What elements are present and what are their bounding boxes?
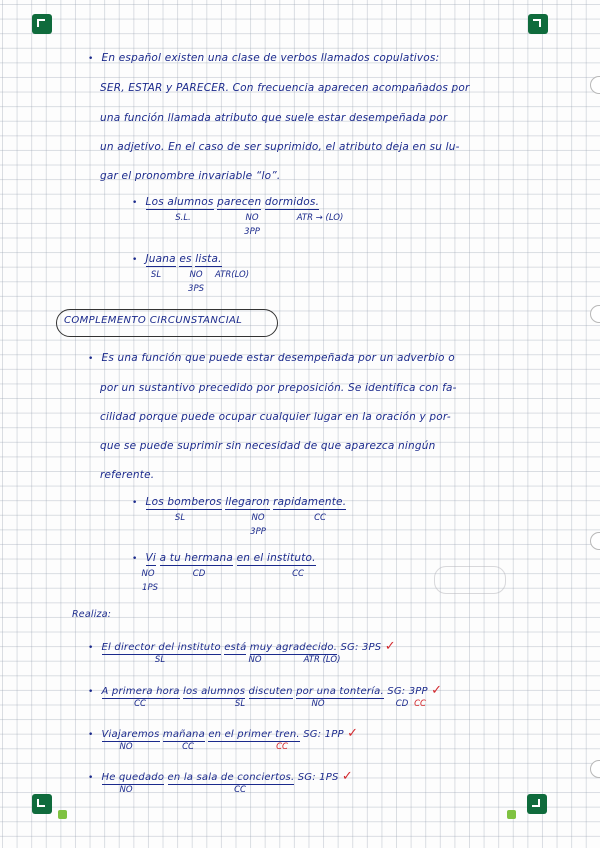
analysis-label: CC [314, 513, 326, 523]
analysis-label: CC [292, 569, 304, 579]
exercise-sentence: • El director del instituto está muy agradecido. SG: 3PS ✓ [88, 639, 396, 654]
index-tab-icon [58, 810, 67, 819]
example-sentence: • Juana es lista. [132, 253, 222, 265]
analysis-label: SL [174, 513, 186, 523]
section-heading: COMPLEMENTO CIRCUNSTANCIAL [64, 315, 243, 326]
analysis-label: 1PS [142, 583, 158, 593]
intro-line: un adjetivo. En el caso de ser suprimido, el atributo deja en su lu- [100, 141, 460, 153]
intro-line: SER, ESTAR y PARECER. Con frecuencia aparecen acompañados por [100, 82, 470, 94]
intro-line: gar el pronombre invariable “lo”. [100, 170, 281, 182]
intro-line: una función llamada atributo que suele estar desempeñada por [100, 112, 448, 124]
binder-hole-icon [590, 760, 600, 778]
analysis-label: NO [189, 270, 203, 280]
exercise-sentence: • A primera hora los alumnos discuten por una tontería. SG: 3PP ✓ [88, 683, 443, 698]
cc-line: que se puede suprimir sin necesidad de que aparezca ningún [100, 440, 436, 452]
analysis-label: CD [192, 569, 206, 579]
checkmark-icon: ✓ [431, 683, 443, 698]
cc-line: cilidad porque puede ocupar cualquier lugar en la oración y por- [100, 411, 451, 423]
analysis-label: CC [182, 742, 194, 752]
bullet-icon: • [88, 773, 94, 783]
analysis-label: NO [119, 742, 133, 752]
example-sentence: • Los bomberos llegaron rapidamente. [132, 496, 347, 508]
example-sentence: • Los alumnos parecen dormidos. [132, 196, 320, 208]
bullet-icon: • [132, 498, 138, 508]
checkmark-icon: ✓ [347, 726, 359, 741]
analysis-label: CC [234, 785, 246, 795]
correction-label: CC [414, 699, 426, 709]
binder-hole-icon [590, 532, 600, 550]
analysis-label: 3PP [250, 527, 266, 537]
analysis-label: SL [234, 699, 246, 709]
bullet-icon: • [132, 255, 138, 265]
analysis-label: NO [141, 569, 155, 579]
analysis-label: NO [251, 513, 265, 523]
exercise-title: Realiza: [72, 609, 112, 620]
intro-line: • En español existen una clase de verbos llamados copulativos: [88, 52, 440, 64]
binder-hole-icon [590, 76, 600, 94]
binder-hole-icon [590, 305, 600, 323]
analysis-label: 3PS [188, 284, 204, 294]
bullet-icon: • [88, 54, 94, 64]
cc-line: por un sustantivo precedido por preposición. Se identifica con fa- [100, 382, 457, 394]
corner-mark-icon [528, 14, 548, 34]
corner-mark-icon [32, 14, 52, 34]
analysis-label: NO [245, 213, 259, 223]
analysis-label: SL [154, 655, 166, 665]
bullet-icon: • [132, 554, 138, 564]
analysis-label: SL [150, 270, 162, 280]
checkmark-icon: ✓ [341, 769, 353, 784]
bullet-icon: • [132, 198, 138, 208]
index-tab-icon [507, 810, 516, 819]
correction-label: CC [276, 742, 288, 752]
analysis-label: NO [119, 785, 133, 795]
example-sentence: • Vi a tu hermana en el instituto. [132, 552, 316, 564]
corner-mark-icon [527, 794, 547, 814]
analysis-label: CC [134, 699, 146, 709]
bullet-icon: • [88, 730, 94, 740]
analysis-label: ATR (LO) [303, 655, 341, 665]
analysis-label: ATR → (LO) [296, 213, 344, 223]
cc-line: referente. [100, 469, 155, 481]
faint-mark [434, 566, 506, 594]
analysis-label: S.L. [175, 213, 191, 223]
bullet-icon: • [88, 643, 94, 653]
exercise-sentence: • He quedado en la sala de conciertos. SG: 1PS ✓ [88, 769, 353, 784]
checkmark-icon: ✓ [384, 639, 396, 654]
analysis-label: ATR(LO) [214, 270, 250, 280]
analysis-label: CD [395, 699, 409, 709]
analysis-label: 3PP [244, 227, 260, 237]
corner-mark-icon [32, 794, 52, 814]
bullet-icon: • [88, 687, 94, 697]
analysis-label: NO [248, 655, 262, 665]
analysis-label: NO [311, 699, 325, 709]
bullet-icon: • [88, 354, 94, 364]
exercise-sentence: • Viajaremos mañana en el primer tren. SG: 1PP ✓ [88, 726, 359, 741]
cc-line: • Es una función que puede estar desempeñada por un adverbio o [88, 352, 455, 364]
